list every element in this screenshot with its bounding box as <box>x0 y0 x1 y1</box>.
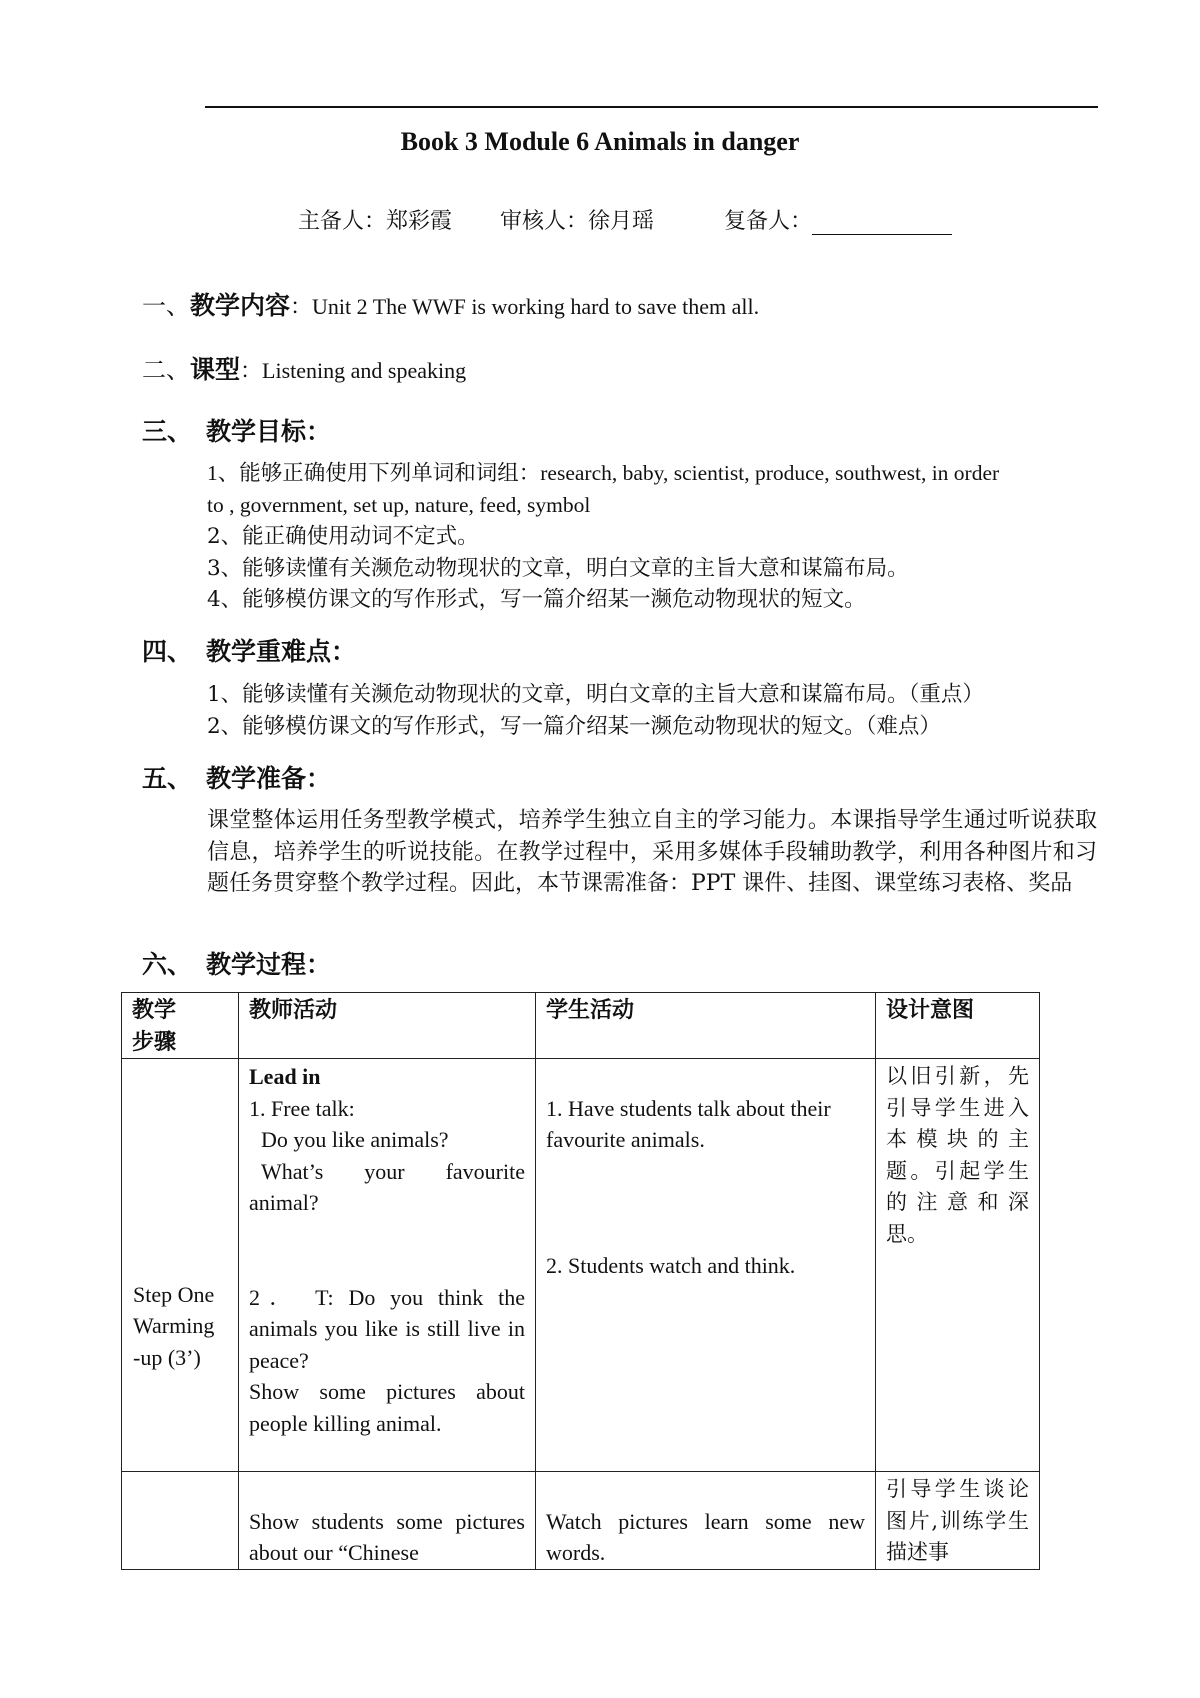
teaching-process-table <box>121 992 1040 1570</box>
teacher-activity-cell <box>239 1472 536 1570</box>
objective-item: 1、能够正确使用下列单词和词组：research, baby, scientist, produce, southwest, in order <box>207 461 1000 485</box>
step-line: Step One <box>133 1281 215 1307</box>
staff-line <box>298 204 952 235</box>
section-objectives-heading <box>142 412 331 448</box>
teacher-activity-cell <box>239 1059 536 1472</box>
section-content: Unit 2 The WWF is working hard to save them all. <box>312 294 760 319</box>
table-row <box>122 1472 1040 1570</box>
header-design-intent: 设计意图 <box>876 993 1040 1059</box>
section-colon: ： <box>290 295 313 320</box>
section-heading: 教学目标： <box>206 417 332 446</box>
section-number: 一、 <box>142 292 190 320</box>
co-preparer-blank <box>812 212 952 235</box>
section-colon: ： <box>240 359 263 384</box>
section-number: 五、 <box>142 764 193 793</box>
objective-item: 4、能够模仿课文的写作形式，写一篇介绍某一濒危动物现状的短文。 <box>207 587 866 612</box>
activity-text: 2. Students watch and think. <box>546 1253 796 1278</box>
main-preparer-label: 主备人： <box>298 209 387 234</box>
student-activity-cell <box>536 1472 876 1570</box>
section-heading: 教学重难点： <box>206 637 357 666</box>
header-teacher-activity: 教师活动 <box>239 993 536 1059</box>
section-lesson-type <box>142 350 466 386</box>
co-preparer-label: 复备人： <box>724 209 813 234</box>
design-intent-cell: 以旧引新，先引导学生进入本模块的主题。引起学生的注意和深思。 <box>876 1059 1040 1472</box>
section-number: 六、 <box>142 950 193 979</box>
section-number: 二、 <box>142 356 190 384</box>
section-heading: 课型 <box>190 355 241 384</box>
table-row <box>122 1059 1040 1472</box>
key-points-list <box>207 679 1097 742</box>
objective-item: to , government, set up, nature, feed, symbol <box>207 492 591 517</box>
step-line: Warming <box>133 1313 215 1339</box>
table-header-row <box>122 993 1040 1059</box>
header-rule <box>205 106 1098 108</box>
section-number: 四、 <box>142 637 193 666</box>
activity-text: Show some pictures about people killing animal. <box>249 1379 525 1436</box>
section-heading: 教学内容 <box>190 291 291 320</box>
activity-text: Do you like animals? <box>261 1127 449 1152</box>
reviewer-label: 审核人： <box>500 209 589 234</box>
document-title: Book 3 Module 6 Animals in danger <box>400 127 800 156</box>
section-content: Listening and speaking <box>262 358 467 383</box>
activity-text: 1. Free talk: <box>249 1095 355 1121</box>
section-number: 三、 <box>142 417 193 446</box>
section-heading: 教学准备： <box>206 764 332 793</box>
preparation-paragraph: 课堂整体运用任务型教学模式，培养学生独立自主的学习能力。本课指导学生通过听说获取信息，培养学生的听说技能。在教学过程中，采用多媒体手段辅助教学，利用各种图片和习题任务贯穿整个教学过程。因此，本节课需准备：PPT 课件、挂图、课堂练习表格、奖品 <box>207 808 1097 896</box>
step-cell <box>122 1472 239 1570</box>
activity-text: 2． T: Do you think the animals you like is still live in peace? <box>249 1284 525 1373</box>
section-teaching-content <box>142 286 759 322</box>
header-step-line: 教学 <box>132 997 177 1023</box>
section-heading: 教学过程： <box>206 950 332 979</box>
student-activity-cell <box>536 1059 876 1472</box>
objective-item: 2、能正确使用动词不定式。 <box>207 524 479 549</box>
step-line: -up (3’) <box>133 1344 201 1370</box>
activity-heading: Lead in <box>249 1064 321 1089</box>
step-cell <box>122 1059 239 1472</box>
key-point-item: 2、能够模仿课文的写作形式，写一篇介绍某一濒危动物现状的短文。（难点） <box>207 713 941 739</box>
header-step <box>122 993 239 1059</box>
main-preparer-name: 郑彩霞 <box>386 209 453 234</box>
activity-text: 1. Have students talk about their favourite animals. <box>546 1095 831 1152</box>
objective-item: 3、能够读懂有关濒危动物现状的文章，明白文章的主旨大意和谋篇布局。 <box>207 555 909 581</box>
section-key-points-heading <box>142 632 356 668</box>
design-intent-cell: 引导学生谈论图片,训练学生描述事 <box>876 1472 1040 1570</box>
section-preparation-heading <box>142 759 331 795</box>
key-point-item: 1、能够读懂有关濒危动物现状的文章，明白文章的主旨大意和谋篇布局。（重点） <box>207 682 984 707</box>
reviewer-name: 徐月瑶 <box>588 209 655 234</box>
activity-text: Show students some pictures about our “Chinese <box>249 1508 525 1565</box>
activity-text: What’s your favourite animal? <box>249 1158 525 1215</box>
header-student-activity: 学生活动 <box>536 993 876 1059</box>
header-step-line: 步骤 <box>132 1028 177 1055</box>
objectives-list <box>207 458 1097 616</box>
activity-text: Watch pictures learn some new words. <box>546 1508 865 1565</box>
section-process-heading <box>142 945 331 981</box>
